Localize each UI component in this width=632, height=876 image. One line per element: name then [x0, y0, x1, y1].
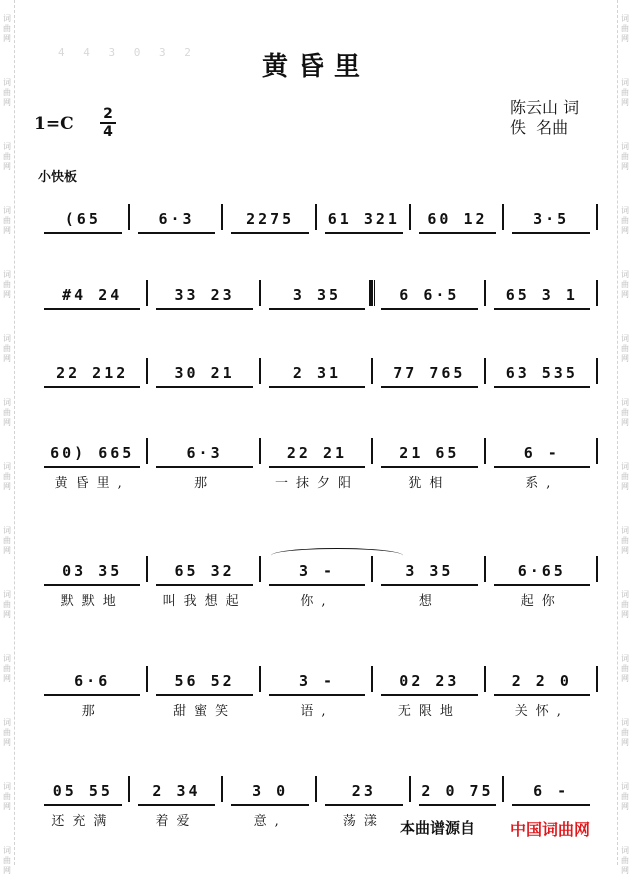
time-signature [100, 106, 116, 140]
beam-line [44, 308, 140, 310]
watermark-char: 网 [3, 290, 11, 299]
watermark-mark [621, 334, 629, 364]
measure-notes: 3 - [298, 672, 336, 690]
watermark-mark [3, 654, 11, 684]
watermark-char: 词 [3, 14, 11, 23]
measure [36, 186, 130, 246]
watermark-mark [621, 590, 629, 620]
watermark-char: 词 [3, 590, 11, 599]
measure [36, 758, 130, 829]
watermark-mark [621, 14, 629, 44]
measure-notes: 6·65 [517, 562, 566, 580]
barline [596, 556, 598, 582]
watermark-char: 网 [621, 802, 629, 811]
barline [596, 666, 598, 692]
beam-line [269, 386, 365, 388]
watermark-char: 词 [621, 142, 629, 151]
beam-line [381, 584, 477, 586]
watermark-char: 网 [3, 226, 11, 235]
lyric-text: 无限地 [397, 704, 461, 719]
measure-notes: 65 32 [174, 562, 235, 580]
watermark-char: 网 [621, 34, 629, 43]
measure [36, 420, 148, 491]
watermark-char: 词 [621, 334, 629, 343]
watermark-char: 网 [3, 610, 11, 619]
watermark-char: 曲 [3, 408, 11, 417]
measure [223, 758, 317, 829]
watermark-char: 网 [3, 34, 11, 43]
watermark-char: 词 [621, 398, 629, 407]
staff-line [36, 538, 598, 609]
measure [148, 538, 260, 609]
barline [596, 358, 598, 384]
measure [486, 420, 598, 491]
measure [373, 420, 485, 491]
measure-notes: 63 535 [505, 364, 578, 382]
watermark-mark [621, 526, 629, 556]
measure [504, 186, 598, 246]
watermark-mark [621, 142, 629, 172]
lyric-text: 那 [81, 704, 103, 719]
lyric-text: 关怀, [514, 704, 569, 719]
song-title: 黄昏里 [261, 52, 370, 82]
staff-line [36, 648, 598, 719]
watermark-char: 网 [621, 738, 629, 747]
lyric-text: 你, [300, 594, 334, 609]
measure [486, 648, 598, 719]
watermark-mark [3, 718, 11, 748]
watermark-char: 词 [621, 78, 629, 87]
measure [261, 262, 373, 322]
watermark-char: 曲 [621, 664, 629, 673]
lyric-text: 想 [418, 594, 440, 609]
measure [36, 538, 148, 609]
measure-notes: 3 35 [292, 286, 342, 304]
measure-notes: 6·3 [186, 444, 223, 462]
lyric-text: 荡漾 [342, 814, 385, 829]
watermark-char: 词 [3, 654, 11, 663]
watermark-char: 词 [621, 654, 629, 663]
watermark-char: 曲 [3, 856, 11, 865]
watermark-mark [3, 590, 11, 620]
watermark-char: 词 [3, 398, 11, 407]
watermark-char: 网 [3, 802, 11, 811]
watermark-char: 曲 [621, 280, 629, 289]
watermark-mark [621, 462, 629, 492]
watermark-char: 词 [621, 718, 629, 727]
watermark-mark [3, 270, 11, 300]
tie-slur [271, 548, 403, 563]
measure-notes: 2 34 [152, 782, 201, 800]
watermark-mark [3, 334, 11, 364]
beam-line [494, 694, 590, 696]
watermark-mark [3, 398, 11, 428]
measure-notes: 61 321 [327, 210, 400, 228]
watermark-mark [3, 14, 11, 44]
watermark-char: 曲 [621, 216, 629, 225]
lyric-text: 起你 [520, 594, 563, 609]
watermark-mark [3, 846, 11, 876]
measure-notes: 60) 665 [50, 444, 135, 462]
beam-line [325, 804, 403, 806]
watermark-mark [3, 526, 11, 556]
measure [373, 648, 485, 719]
watermark-char: 词 [621, 590, 629, 599]
measure-notes: 3 35 [405, 562, 454, 580]
watermark-char: 网 [3, 674, 11, 683]
watermark-char: 曲 [621, 408, 629, 417]
beam-line [269, 308, 365, 310]
beam-line [381, 466, 477, 468]
watermark-char: 曲 [3, 88, 11, 97]
lyric-text: 语, [300, 704, 334, 719]
beam-line [494, 466, 590, 468]
watermark-char: 词 [3, 846, 11, 855]
measure [486, 538, 598, 609]
measure-notes: 6 6·5 [399, 286, 460, 304]
watermark-char: 词 [3, 142, 11, 151]
watermark-char: 曲 [621, 344, 629, 353]
watermark-char: 词 [621, 782, 629, 791]
measure-notes: 21 65 [399, 444, 460, 462]
measure-notes: 6 - [523, 444, 560, 462]
lyric-text: 那 [194, 476, 216, 491]
watermark-char: 词 [621, 462, 629, 471]
measure [373, 340, 485, 400]
lyric-text: 意, [253, 814, 287, 829]
watermark-char: 词 [3, 782, 11, 791]
measure [411, 186, 505, 246]
lyric-text: 一抹夕阳 [274, 476, 359, 491]
watermark-char: 词 [621, 270, 629, 279]
measure-notes: 3·5 [533, 210, 570, 228]
measure-notes: #4 24 [62, 286, 123, 304]
measure-notes: 2 0 75 [421, 782, 494, 800]
beam-line [269, 584, 365, 586]
key-signature: 1=C [34, 114, 74, 134]
measure-notes: 2 31 [292, 364, 342, 382]
watermark-mark [621, 270, 629, 300]
beam-line [494, 308, 590, 310]
brand-link[interactable]: 中国词曲网 [510, 820, 591, 839]
watermark-char: 网 [621, 418, 629, 427]
measure-notes: 22 21 [286, 444, 348, 462]
staff-line [36, 262, 598, 322]
watermark-mark [3, 782, 11, 812]
beam-line [494, 584, 590, 586]
measure [223, 186, 317, 246]
beam-line [156, 386, 252, 388]
staff-line [36, 420, 598, 491]
source-label: 本曲谱源自 [400, 819, 476, 837]
measure-notes: 03 35 [62, 562, 123, 580]
beam-line [381, 694, 477, 696]
watermark-char: 曲 [3, 216, 11, 225]
watermark-char: 网 [3, 738, 11, 747]
lyric-text: 犹相 [408, 476, 451, 491]
measure-notes: 77 765 [393, 364, 466, 382]
tempo-marking: 小快板 [38, 170, 78, 185]
watermark-char: 网 [3, 546, 11, 555]
lyric-text: 叫我想起 [162, 594, 247, 609]
beam-line [381, 386, 477, 388]
measure-notes: 56 52 [174, 672, 235, 690]
lyric-text: 还充满 [51, 814, 115, 829]
measure [36, 648, 148, 719]
beam-line [156, 466, 252, 468]
measure-notes: 2 2 0 [511, 672, 572, 690]
faint-watermark-notes: 4 4 3 0 3 2 [58, 46, 197, 59]
measure-notes: 02 23 [399, 672, 460, 690]
watermark-mark [3, 142, 11, 172]
barline [596, 280, 598, 306]
beam-line [44, 232, 122, 234]
watermark-char: 曲 [621, 792, 629, 801]
time-denominator: 4 [103, 124, 113, 140]
measure-notes: (65 [64, 210, 101, 228]
beam-line [138, 804, 216, 806]
watermark-char: 网 [621, 674, 629, 683]
watermark-char: 曲 [3, 152, 11, 161]
watermark-char: 曲 [621, 856, 629, 865]
watermark-char: 网 [3, 354, 11, 363]
watermark-mark [621, 782, 629, 812]
beam-line [269, 694, 365, 696]
measure [261, 538, 373, 609]
watermark-char: 曲 [3, 728, 11, 737]
watermark-mark [621, 654, 629, 684]
measure [411, 758, 505, 818]
watermark-char: 词 [621, 206, 629, 215]
measure [148, 340, 260, 400]
measure-notes: 22 212 [56, 364, 129, 382]
beam-line [325, 232, 403, 234]
measure [317, 758, 411, 829]
watermark-char: 曲 [621, 600, 629, 609]
beam-line [44, 694, 140, 696]
watermark-char: 曲 [621, 88, 629, 97]
repeat-start-barline [369, 280, 375, 306]
measure [148, 420, 260, 491]
right-watermark-strip [617, 0, 632, 875]
lyric-text: 甜蜜笑 [173, 704, 237, 719]
beam-line [44, 466, 140, 468]
measure [261, 340, 373, 400]
watermark-char: 曲 [3, 792, 11, 801]
beam-line [494, 386, 590, 388]
watermark-char: 网 [3, 162, 11, 171]
watermark-char: 曲 [3, 664, 11, 673]
measure [486, 340, 598, 400]
watermark-char: 词 [3, 718, 11, 727]
beam-line [231, 804, 309, 806]
watermark-mark [621, 398, 629, 428]
watermark-char: 网 [621, 162, 629, 171]
watermark-char: 词 [621, 14, 629, 23]
watermark-char: 网 [621, 546, 629, 555]
watermark-char: 网 [621, 482, 629, 491]
measure [486, 262, 598, 322]
watermark-mark [621, 718, 629, 748]
watermark-char: 词 [3, 206, 11, 215]
watermark-char: 网 [3, 482, 11, 491]
watermark-char: 网 [621, 290, 629, 299]
beam-line [44, 584, 140, 586]
measure-notes: 3 - [298, 562, 336, 580]
watermark-char: 网 [621, 866, 629, 875]
watermark-char: 词 [3, 526, 11, 535]
watermark-mark [3, 462, 11, 492]
measure [504, 758, 598, 818]
measure [261, 420, 373, 491]
watermark-char: 曲 [621, 472, 629, 481]
credits: 陈云山 词 佚 名曲 [510, 98, 580, 137]
barline [596, 204, 598, 230]
watermark-char: 曲 [3, 24, 11, 33]
measure-notes: 60 12 [427, 210, 488, 228]
measure-notes: 2275 [246, 210, 295, 228]
watermark-mark [621, 846, 629, 876]
measure-notes: 05 55 [52, 782, 113, 800]
measure [36, 262, 148, 322]
watermark-char: 网 [621, 98, 629, 107]
measure-notes: 6·3 [158, 210, 195, 228]
watermark-char: 网 [621, 226, 629, 235]
beam-line [512, 232, 590, 234]
beam-line [419, 232, 497, 234]
measure [317, 186, 411, 246]
watermark-char: 网 [3, 418, 11, 427]
beam-line [156, 308, 252, 310]
watermark-char: 词 [621, 526, 629, 535]
watermark-char: 词 [3, 462, 11, 471]
watermark-char: 词 [3, 270, 11, 279]
beam-line [381, 308, 477, 310]
beam-line [156, 584, 252, 586]
lyric-text: 系, [525, 476, 559, 491]
measure-notes: 6 - [533, 782, 570, 800]
watermark-char: 曲 [621, 152, 629, 161]
measure-notes: 65 3 1 [505, 286, 578, 304]
measure-notes: 23 [351, 782, 376, 800]
watermark-char: 网 [3, 98, 11, 107]
lyric-text: 着爱 [155, 814, 198, 829]
beam-line [269, 466, 365, 468]
left-watermark-strip [0, 0, 15, 875]
measure [148, 648, 260, 719]
lyric-text: 黄昏里, [54, 476, 130, 491]
watermark-char: 曲 [3, 472, 11, 481]
measure-notes: 3 0 [252, 782, 289, 800]
watermark-char: 曲 [621, 24, 629, 33]
beam-line [231, 232, 309, 234]
measure-notes: 30 21 [174, 364, 235, 382]
watermark-char: 曲 [621, 536, 629, 545]
measure [373, 262, 485, 322]
staff-line [36, 186, 598, 246]
watermark-mark [621, 206, 629, 236]
watermark-char: 词 [3, 78, 11, 87]
beam-line [138, 232, 216, 234]
watermark-char: 网 [3, 866, 11, 875]
watermark-char: 网 [621, 354, 629, 363]
beam-line [156, 694, 252, 696]
staff-line [36, 340, 598, 400]
watermark-mark [3, 206, 11, 236]
measure [130, 186, 224, 246]
measure-notes: 6·6 [74, 672, 111, 690]
measure [130, 758, 224, 829]
beam-line [44, 804, 122, 806]
lyric-text: 默默地 [60, 594, 124, 609]
measure [36, 340, 148, 400]
measure [373, 538, 485, 609]
watermark-char: 词 [3, 334, 11, 343]
watermark-char: 曲 [3, 536, 11, 545]
measure [148, 262, 260, 322]
watermark-char: 曲 [3, 280, 11, 289]
time-numerator: 2 [100, 106, 116, 124]
beam-line [419, 804, 497, 806]
watermark-char: 曲 [621, 728, 629, 737]
watermark-char: 词 [621, 846, 629, 855]
watermark-char: 曲 [3, 600, 11, 609]
watermark-char: 网 [621, 610, 629, 619]
beam-line [44, 386, 140, 388]
beam-line [512, 804, 590, 806]
barline [596, 438, 598, 464]
watermark-char: 曲 [3, 344, 11, 353]
measure [261, 648, 373, 719]
measure-notes: 33 23 [174, 286, 235, 304]
